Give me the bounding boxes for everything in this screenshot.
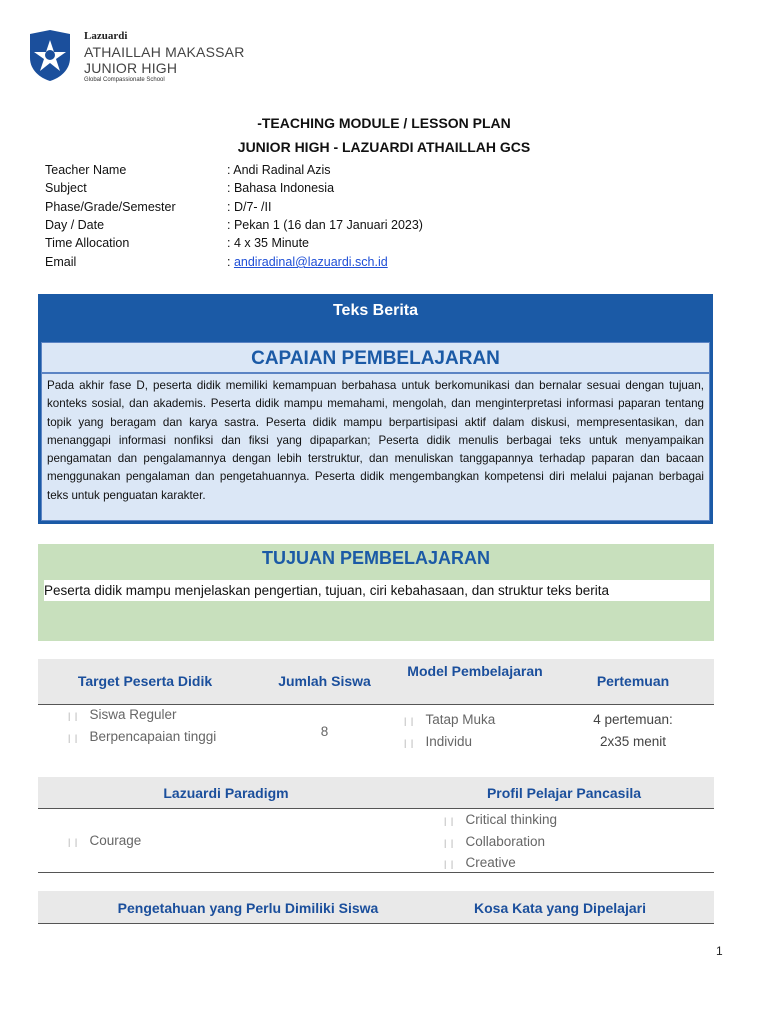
table1-header-jumlah: Jumlah Siswa xyxy=(278,673,371,689)
target-text-1: Siswa Reguler xyxy=(89,707,177,722)
table1-header-divider xyxy=(38,704,714,705)
table1-header-pertemuan: Pertemuan xyxy=(596,673,670,689)
bullet-icon: | | xyxy=(404,738,415,748)
model-text-2: Individu xyxy=(425,734,472,749)
table3-header-kosakata: Kosa Kata yang Dipelajari xyxy=(474,900,646,916)
document-title: -TEACHING MODULE / LESSON PLAN xyxy=(257,115,511,131)
info-value-date: : Pekan 1 (16 dan 17 Januari 2023) xyxy=(227,218,423,232)
table2-header-paradigm: Lazuardi Paradigm xyxy=(163,785,289,801)
brand-tagline: Global Compassionate School xyxy=(84,77,165,83)
bullet-icon: | | xyxy=(444,859,455,869)
tujuan-body: Peserta didik mampu menjelaskan pengertian, tujuan, ciri kebahasaan, dan struktur teks berita xyxy=(44,580,710,601)
info-label-date: Day / Date xyxy=(45,218,105,232)
pertemuan-line-1: 4 pertemuan: xyxy=(593,712,673,727)
table3-header-divider xyxy=(38,923,714,924)
table1-header-target: Target Peserta Didik xyxy=(77,673,213,689)
list-item-paradigm-1 xyxy=(68,833,141,848)
tujuan-title: TUJUAN PEMBELAJARAN xyxy=(261,548,490,568)
profil-text-3: Creative xyxy=(465,855,516,870)
document-subtitle: JUNIOR HIGH - LAZUARDI ATHAILLAH GCS xyxy=(237,139,531,155)
info-value-subject: : Bahasa Indonesia xyxy=(227,181,335,195)
info-value-teacher: : Andi Radinal Azis xyxy=(227,163,331,177)
table3-header-pengetahuan: Pengetahuan yang Perlu Dimiliki Siswa xyxy=(117,900,379,916)
info-label-phase: Phase/Grade/Semester xyxy=(45,200,176,214)
email-prefix: : xyxy=(227,255,234,269)
list-item-profil-3 xyxy=(444,855,516,870)
model-text-1: Tatap Muka xyxy=(425,712,496,727)
bullet-icon: | | xyxy=(444,838,455,848)
capaian-title: CAPAIAN PEMBELAJARAN xyxy=(41,342,710,373)
bullet-icon: | | xyxy=(68,711,79,721)
list-item-profil-1 xyxy=(444,812,557,827)
list-item-profil-2 xyxy=(444,834,545,849)
info-value-phase: : D/7- /II xyxy=(227,200,272,214)
section-header-teks-berita: Teks Berita xyxy=(38,294,713,342)
profil-text-2: Collaboration xyxy=(465,834,546,849)
table2-header-divider xyxy=(38,808,714,809)
target-text-2: Berpencapaian tinggi xyxy=(89,729,217,744)
jumlah-siswa-value: 8 xyxy=(320,724,329,739)
info-label-email: Email xyxy=(45,255,77,269)
bullet-icon: | | xyxy=(404,716,415,726)
list-item-model-1 xyxy=(404,712,495,727)
bullet-icon: | | xyxy=(444,816,455,826)
info-value-time: : 4 x 35 Minute xyxy=(227,236,309,250)
profil-text-1: Critical thinking xyxy=(465,812,557,827)
brand-level: JUNIOR HIGH xyxy=(84,60,178,76)
pertemuan-line-2: 2x35 menit xyxy=(599,734,667,749)
bullet-icon: | | xyxy=(68,837,79,847)
table2-header-profil: Profil Pelajar Pancasila xyxy=(486,785,642,801)
brand-school: ATHAILLAH MAKASSAR xyxy=(84,44,245,60)
list-item-target-1 xyxy=(68,707,177,722)
email-link[interactable]: andiradinal@lazuardi.sch.id xyxy=(233,255,388,269)
bullet-icon: | | xyxy=(68,733,79,743)
page-number: 1 xyxy=(716,944,723,958)
list-item-model-2 xyxy=(404,734,472,749)
table2-bottom-rule xyxy=(38,872,714,873)
list-item-target-2 xyxy=(68,729,216,744)
info-label-teacher: Teacher Name xyxy=(45,163,127,177)
info-label-subject: Subject xyxy=(45,181,87,195)
table1-header-model: Model Pembelajaran xyxy=(407,663,543,679)
info-label-time: Time Allocation xyxy=(45,236,130,250)
info-value-email xyxy=(227,255,388,269)
brand-name: Lazuardi xyxy=(84,30,128,42)
capaian-body: Pada akhir fase D, peserta didik memiliki kemampuan berbahasa untuk berkomunikasi dan bernalar sesuai dengan tujuan, konteks sosial, dan akademis. Peserta didik mampu memahami, mengolah, dan menginterpretasi informasi paparan tentang topik yang beragam dan karya sastra. Peserta didik mampu berpartisipasi aktif dalam diskusi, mempresentasikan, dan menanggapi informasi nonfiksi dan fiksi yang dipaparkan; Peserta didik menulis berbagai teks untuk menyampaikan pengamatan dan pengalamannya dengan lebih terstruktur, dan menuliskan tanggapannya terhadap paparan dan bacaan menggunakan pengalaman dan pengetahuannya. Peserta didik mengembangkan kompetensi diri melalui pajanan berbagai teks untuk penguatan karakter. xyxy=(41,373,710,521)
paradigm-text-1: Courage xyxy=(89,833,142,848)
lazuardi-logo-icon xyxy=(26,28,74,82)
